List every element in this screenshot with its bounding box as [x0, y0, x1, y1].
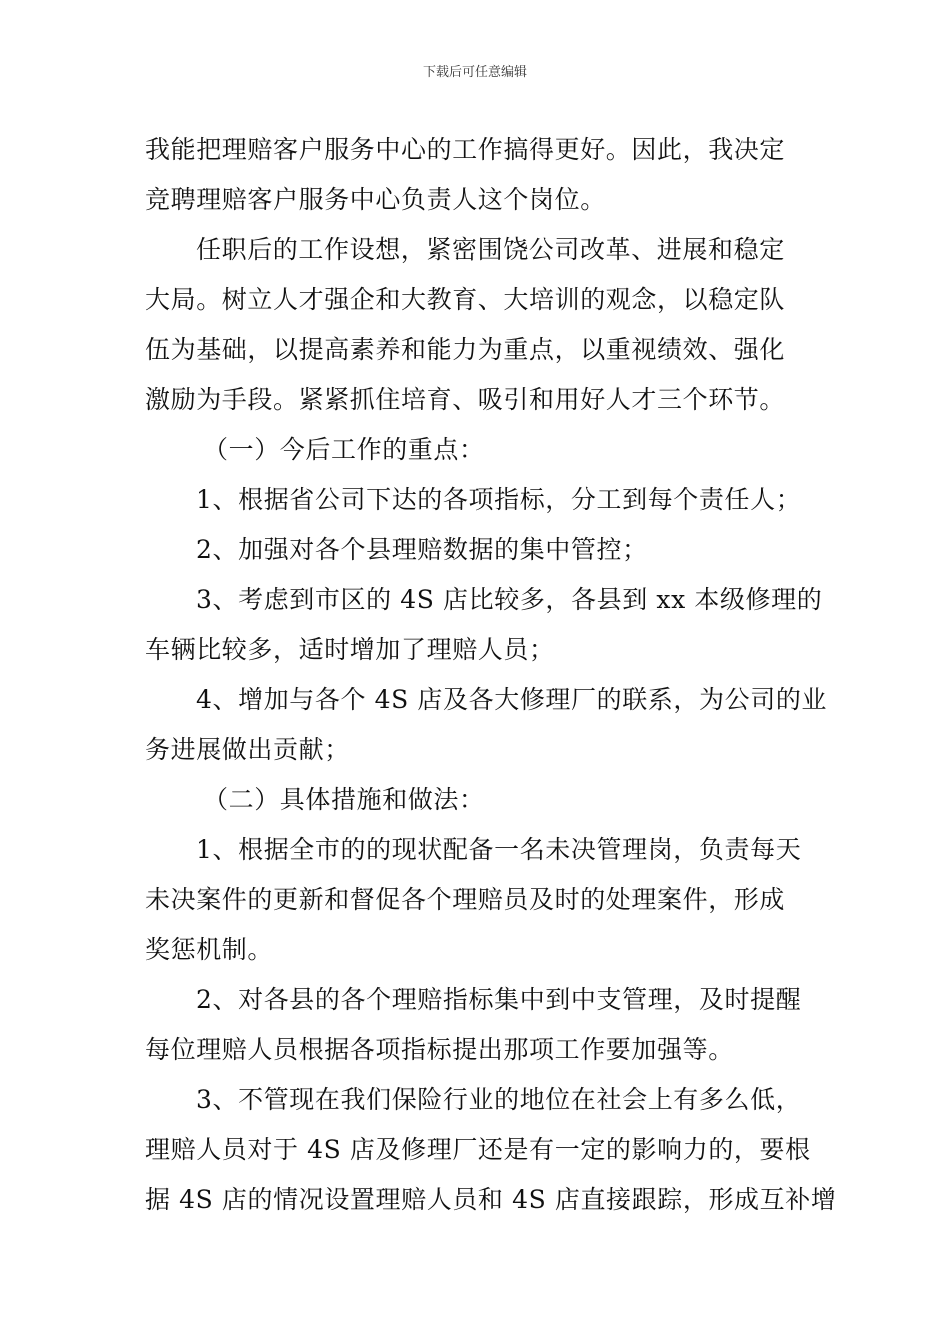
list-item-continuation: 每位理赔人员根据各项指标提出那项工作要加强等。: [145, 1035, 734, 1064]
list-item: 3、不管现在我们保险行业的地位在社会上有多么低，: [196, 1085, 802, 1114]
list-item: 1、根据全市的的现状配备一名未决管理岗，负责每天: [196, 835, 802, 864]
list-item: 3、考虑到市区的 4S 店比较多，各县到 xx 本级修理的: [196, 585, 823, 614]
list-item-continuation: 据 4S 店的情况设置理赔人员和 4S 店直接跟踪，形成互补增: [145, 1185, 837, 1214]
list-item-continuation: 务进展做出贡献；: [145, 735, 350, 764]
list-item: 2、对各县的各个理赔指标集中到中支管理，及时提醒: [196, 985, 802, 1014]
list-item-continuation: 未决案件的更新和督促各个理赔员及时的处理案件，形成: [145, 885, 786, 914]
page-header: 下载后可任意编辑: [422, 65, 527, 80]
section-heading: （一）今后工作的重点：: [203, 435, 485, 464]
list-item-continuation: 车辆比较多，适时增加了理赔人员；: [145, 635, 555, 664]
list-item: 2、加强对各个县理赔数据的集中管控；: [196, 535, 648, 564]
paragraph-line: 激励为手段。紧紧抓住培育、吸引和用好人才三个环节。: [145, 385, 786, 414]
list-item-continuation: 理赔人员对于 4S 店及修理厂还是有一定的影响力的，要根: [145, 1135, 811, 1164]
section-heading: （二）具体措施和做法：: [203, 785, 485, 814]
paragraph-line: 大局。树立人才强企和大教育、大培训的观念，以稳定队: [145, 285, 786, 314]
paragraph-line: 伍为基础，以提高素养和能力为重点，以重视绩效、强化: [145, 335, 786, 364]
list-item-continuation: 奖惩机制。: [145, 935, 274, 964]
paragraph-line: 竞聘理赔客户服务中心负责人这个岗位。: [145, 185, 606, 214]
paragraph-line: 任职后的工作设想，紧密围饶公司改革、进展和稳定: [196, 235, 785, 264]
paragraph-line: 我能把理赔客户服务中心的工作搞得更好。因此，我决定: [145, 135, 786, 164]
list-item: 1、根据省公司下达的各项指标，分工到每个责任人；: [196, 485, 802, 514]
list-item: 4、增加与各个 4S 店及各大修理厂的联系，为公司的业: [196, 685, 828, 714]
